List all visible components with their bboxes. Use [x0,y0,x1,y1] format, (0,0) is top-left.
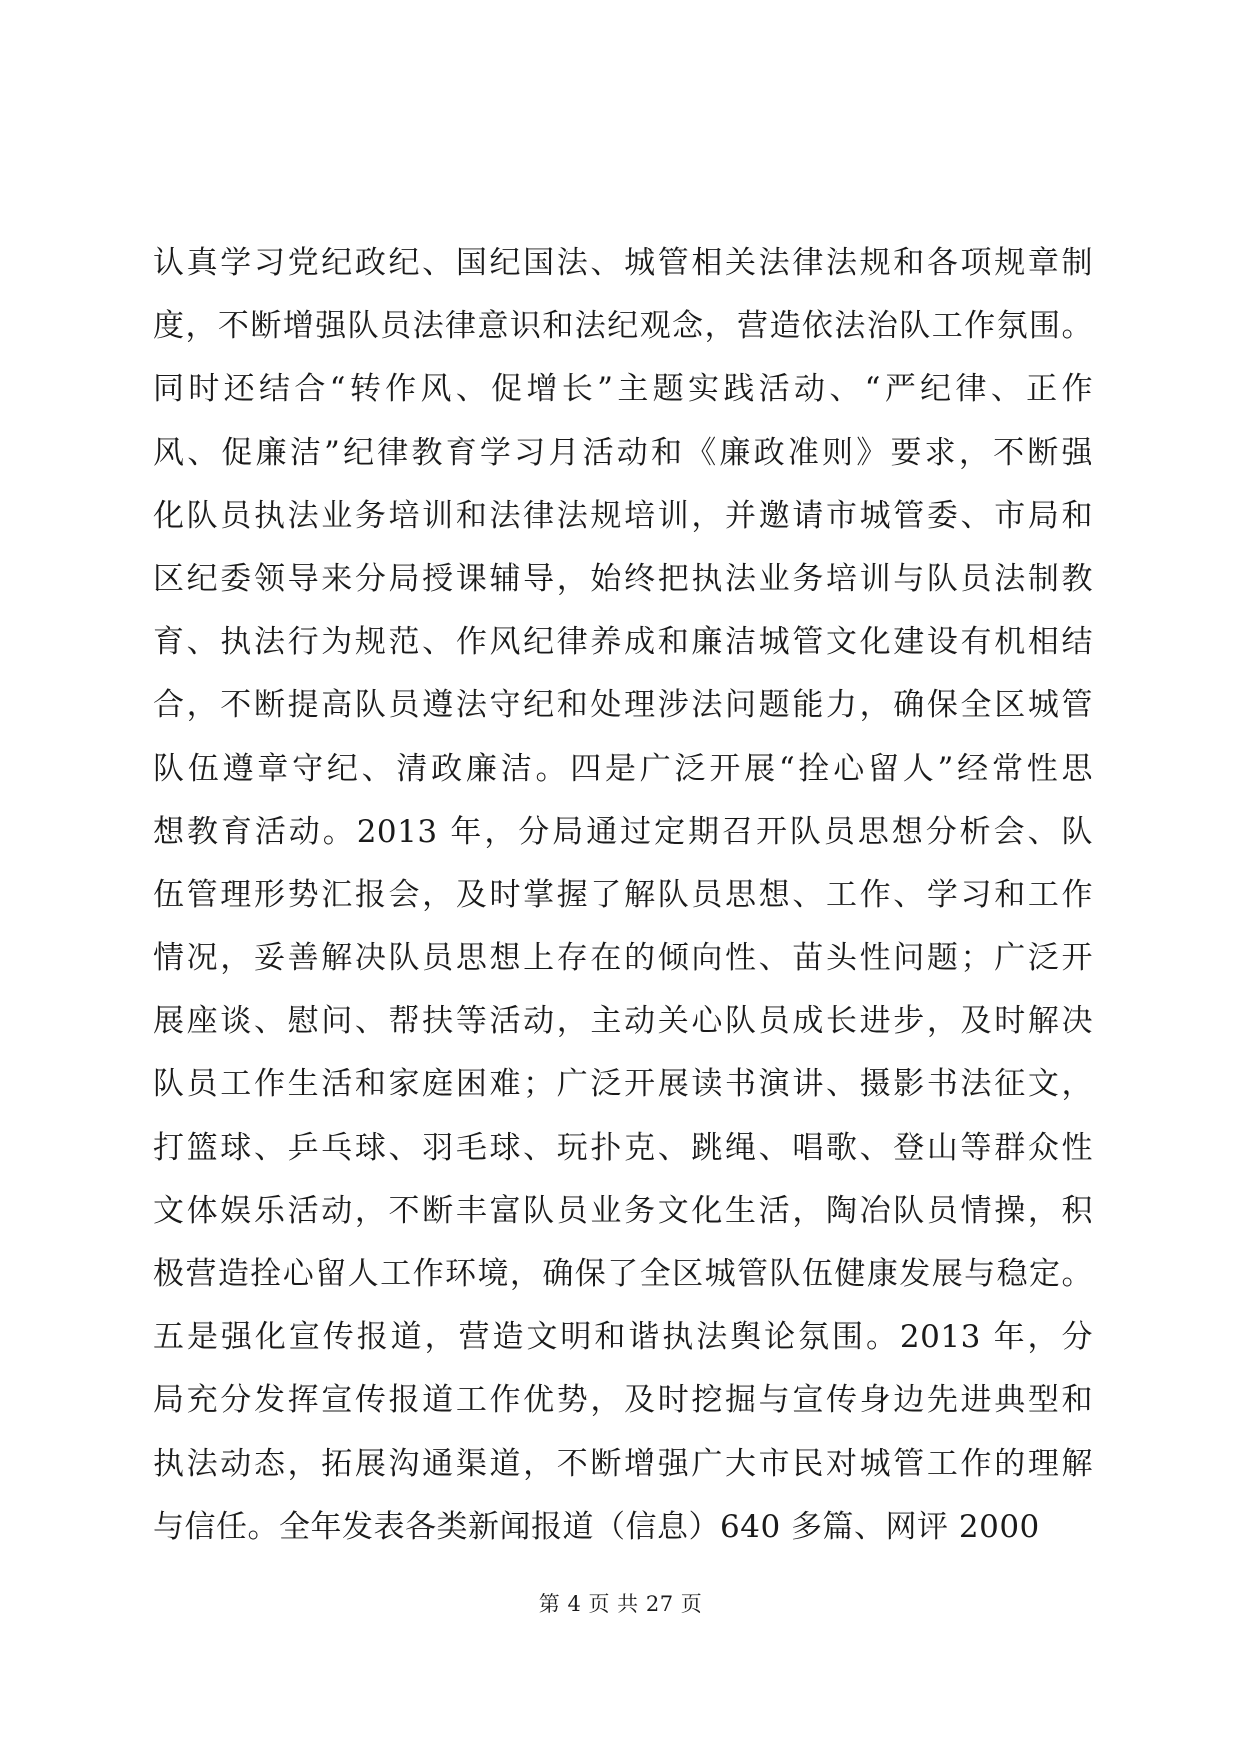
text-line-7: 育、执法行为规范、作风纪律养成和廉洁城管文化建设有机相结 [153,624,1093,661]
text-line-16: 文体娱乐活动，不断丰富队员业务文化生活，陶冶队员情操，积 [153,1192,1093,1229]
text-line-3: 同时还结合“转作风、促增长”主题实践活动、“严纪律、正作 [153,371,1093,408]
text-line-14: 队员工作生活和家庭困难；广泛开展读书演讲、摄影书法征文， [153,1066,1093,1103]
text-line-9: 队伍遵章守纪、清政廉洁。四是广泛开展“拴心留人”经常性思 [153,750,1093,787]
text-line-5: 化队员执法业务培训和法律法规培训，并邀请市城管委、市局和 [153,497,1093,534]
text-line-8: 合，不断提高队员遵法守纪和处理涉法问题能力，确保全区城管 [153,687,1093,724]
text-line-2: 度，不断增强队员法律意识和法纪观念，营造依法治队工作氛围。 [153,308,1093,345]
text-line-21: 与信任。全年发表各类新闻报道（信息）640 多篇、网评 2000 [153,1508,1040,1545]
text-line-20: 执法动态，拓展沟通渠道，不断增强广大市民对城管工作的理解 [153,1445,1093,1482]
text-line-11: 伍管理形势汇报会，及时掌握了解队员思想、工作、学习和工作 [153,876,1093,913]
text-line-18: 五是强化宣传报道，营造文明和谐执法舆论氛围。2013 年，分 [153,1319,1093,1356]
page-number-footer: 第 4 页 共 27 页 [538,1592,703,1616]
text-line-12: 情况，妥善解决队员思想上存在的倾向性、苗头性问题；广泛开 [153,940,1093,977]
text-line-17: 极营造拴心留人工作环境，确保了全区城管队伍健康发展与稳定。 [153,1256,1093,1292]
text-line-13: 展座谈、慰问、帮扶等活动，主动关心队员成长进步，及时解决 [153,1003,1093,1040]
text-line-19: 局充分发挥宣传报道工作优势，及时挖掘与宣传身边先进典型和 [153,1382,1093,1419]
text-line-6: 区纪委领导来分局授课辅导，始终把执法业务培训与队员法制教 [153,560,1093,597]
text-line-15: 打篮球、乒乓球、羽毛球、玩扑克、跳绳、唱歌、登山等群众性 [153,1129,1093,1166]
text-line-1: 认真学习党纪政纪、国纪国法、城管相关法律法规和各项规章制 [153,245,1093,281]
text-line-10: 想教育活动。2013 年，分局通过定期召开队员思想分析会、队 [153,813,1093,850]
text-line-4: 风、促廉洁”纪律教育学习月活动和《廉政准则》要求，不断强 [153,434,1093,471]
body-text [153,232,1093,1559]
